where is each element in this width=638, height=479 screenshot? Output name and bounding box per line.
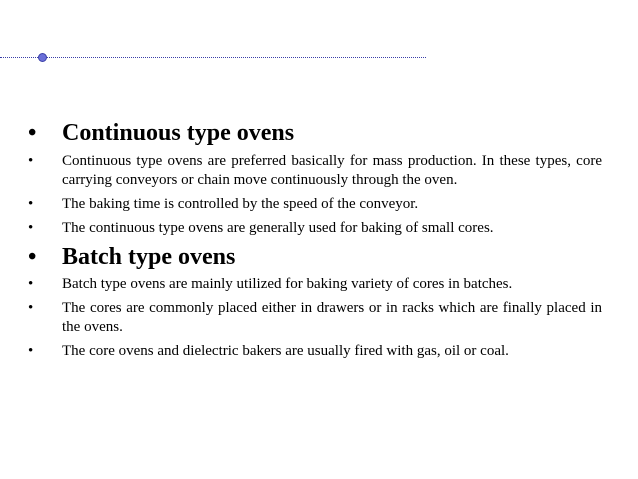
bullet-item <box>28 152 602 190</box>
bullet-text: The cores are commonly placed either in drawers or in racks which are finally placed in the ovens. <box>62 300 602 335</box>
bullet-text: Continuous type ovens are preferred basically for mass production. In these types, core carrying conveyors or chain move continuously through the oven. <box>62 153 602 188</box>
bullet-item <box>28 275 602 294</box>
section-heading-text: Continuous type ovens <box>62 120 295 146</box>
bullet-item <box>28 219 602 238</box>
bullet-icon: • <box>28 220 34 236</box>
bullet-icon: • <box>28 343 34 359</box>
bullet-icon: • <box>28 120 37 146</box>
bullet-text: Batch type ovens are mainly utilized for baking variety of cores in batches. <box>62 276 513 292</box>
bullet-icon: • <box>28 276 34 292</box>
bullet-text: The baking time is controlled by the speed of the conveyor. <box>62 196 419 212</box>
bullet-icon: • <box>28 196 34 212</box>
bullet-icon: • <box>28 244 37 270</box>
top-divider-line <box>0 57 426 58</box>
bullet-item <box>28 195 602 214</box>
section-heading-batch <box>28 242 602 272</box>
bullet-text: The core ovens and dielectric bakers are usually fired with gas, oil or coal. <box>62 343 509 359</box>
section-heading-text: Batch type ovens <box>62 244 236 270</box>
divider-dot <box>38 53 47 62</box>
bullet-item <box>28 342 602 361</box>
bullet-icon: • <box>28 153 34 169</box>
bullet-text: The continuous type ovens are generally used for baking of small cores. <box>62 220 494 236</box>
bullet-item <box>28 299 602 337</box>
slide-body <box>28 118 602 361</box>
section-heading-continuous <box>28 118 602 148</box>
bullet-icon: • <box>28 300 34 316</box>
